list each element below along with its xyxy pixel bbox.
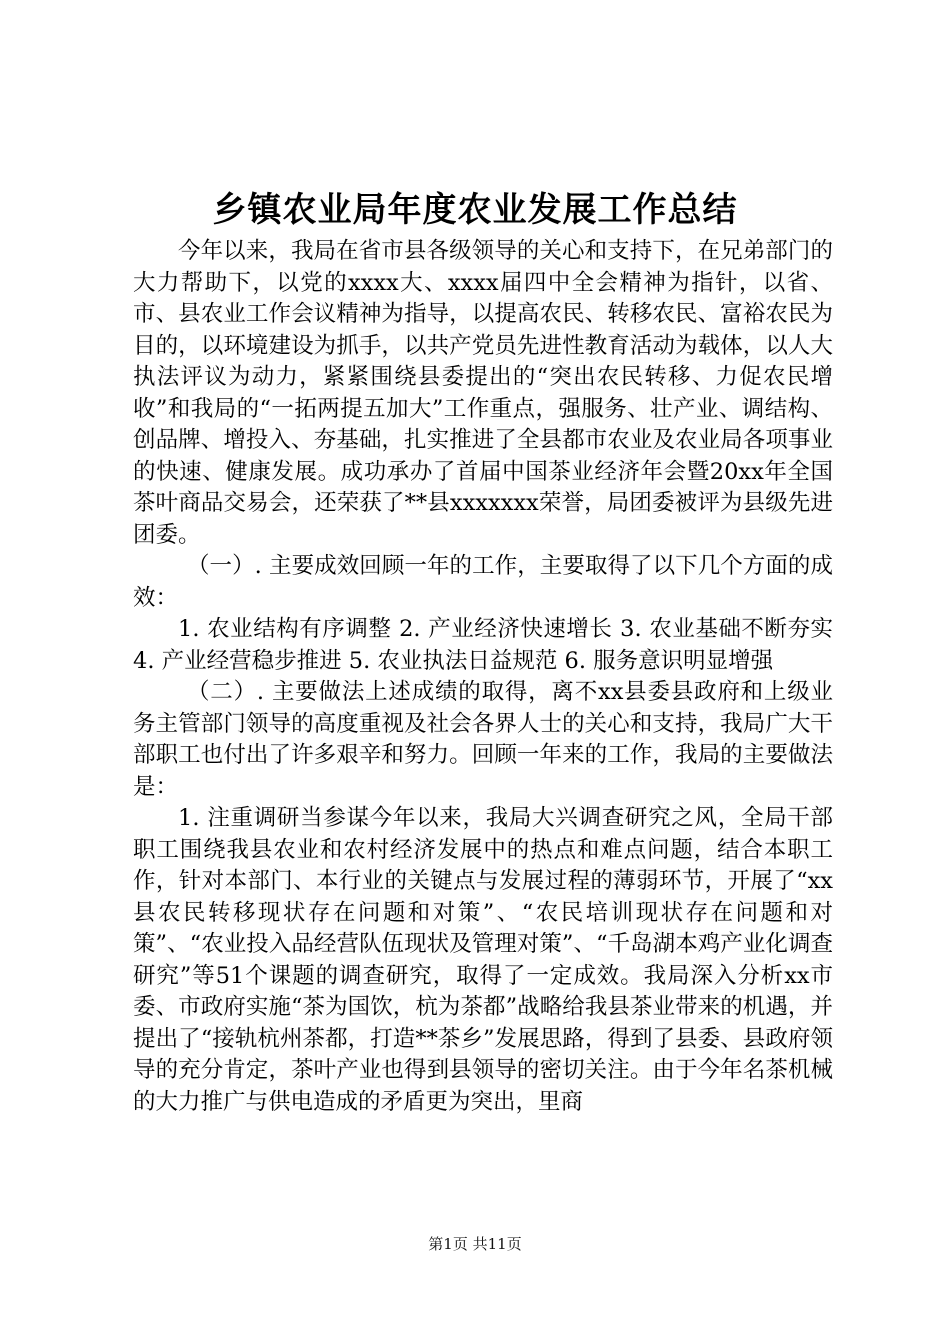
- intro-paragraph: 今年以来，我局在省市县各级领导的关心和支持下，在兄弟部门的大力帮助下，以党的xxxx大、xxxx届四中全会精神为指针，以省、市、县农业工作会议精神为指导，以提高农民、转移农民、富裕农民为目的，以环境建设为抓手，以共产党员先进性教育活动为载体，以人大执法评议为动力，紧紧围绕县委提出的“突出农民转移、力促农民增收”和我局的“一拓两提五加大”工作重点，强服务、壮产业、调结构、创品牌、增投入、夯基础，扎实推进了全县都市农业及农业局各项事业的快速、健康发展。成功承办了首届中国茶业经济年会暨20xx年全国茶叶商品交易会，还荣获了**县xxxxxxx荣誉，局团委被评为县级先进团委。: [133, 238, 833, 548]
- section-one-paragraph: （一）. 主要成效回顾一年的工作，主要取得了以下几个方面的成效：: [133, 553, 833, 611]
- achievements-list-paragraph: 1. 农业结构有序调整 2. 产业经济快速增长 3. 农业基础不断夯实 4. 产业经营稳步推进 5. 农业执法日益规范 6. 服务意识明显增强: [133, 616, 833, 674]
- page-number-footer: 第1页 共11页: [428, 1235, 522, 1253]
- research-paragraph: 1. 注重调研当参谋今年以来，我局大兴调查研究之风，全局干部职工围绕我县农业和农村经济发展中的热点和难点问题，结合本职工作，针对本部门、本行业的关键点与发展过程的薄弱环节，开展了“xx县农民转移现状存在问题和对策”、“农民培训现状存在问题和对策”、“农业投入品经营队伍现状及管理对策”、“千岛湖本鸡产业化调查研究”等51个课题的调查研究，取得了一定成效。我局深入分析xx市委、市政府实施“茶为国饮，杭为茶都”战略给我县茶业带来的机遇，并提出了“接轨杭州茶都，打造**茶乡”发展思路，得到了县委、县政府领导的充分肯定，茶叶产业也得到县领导的密切关注。由于今年名茶机械的大力推广与供电造成的矛盾更为突出，里商: [133, 805, 833, 1115]
- document-body: [133, 236, 833, 1118]
- section-two-paragraph: （二）. 主要做法上述成绩的取得，离不xx县委县政府和上级业务主管部门领导的高度重视及社会各界人士的关心和支持，我局广大干部职工也付出了许多艰辛和努力。回顾一年来的工作，我局的主要做法是：: [133, 679, 833, 800]
- document-title: 乡镇农业局年度农业发展工作总结: [212, 190, 738, 230]
